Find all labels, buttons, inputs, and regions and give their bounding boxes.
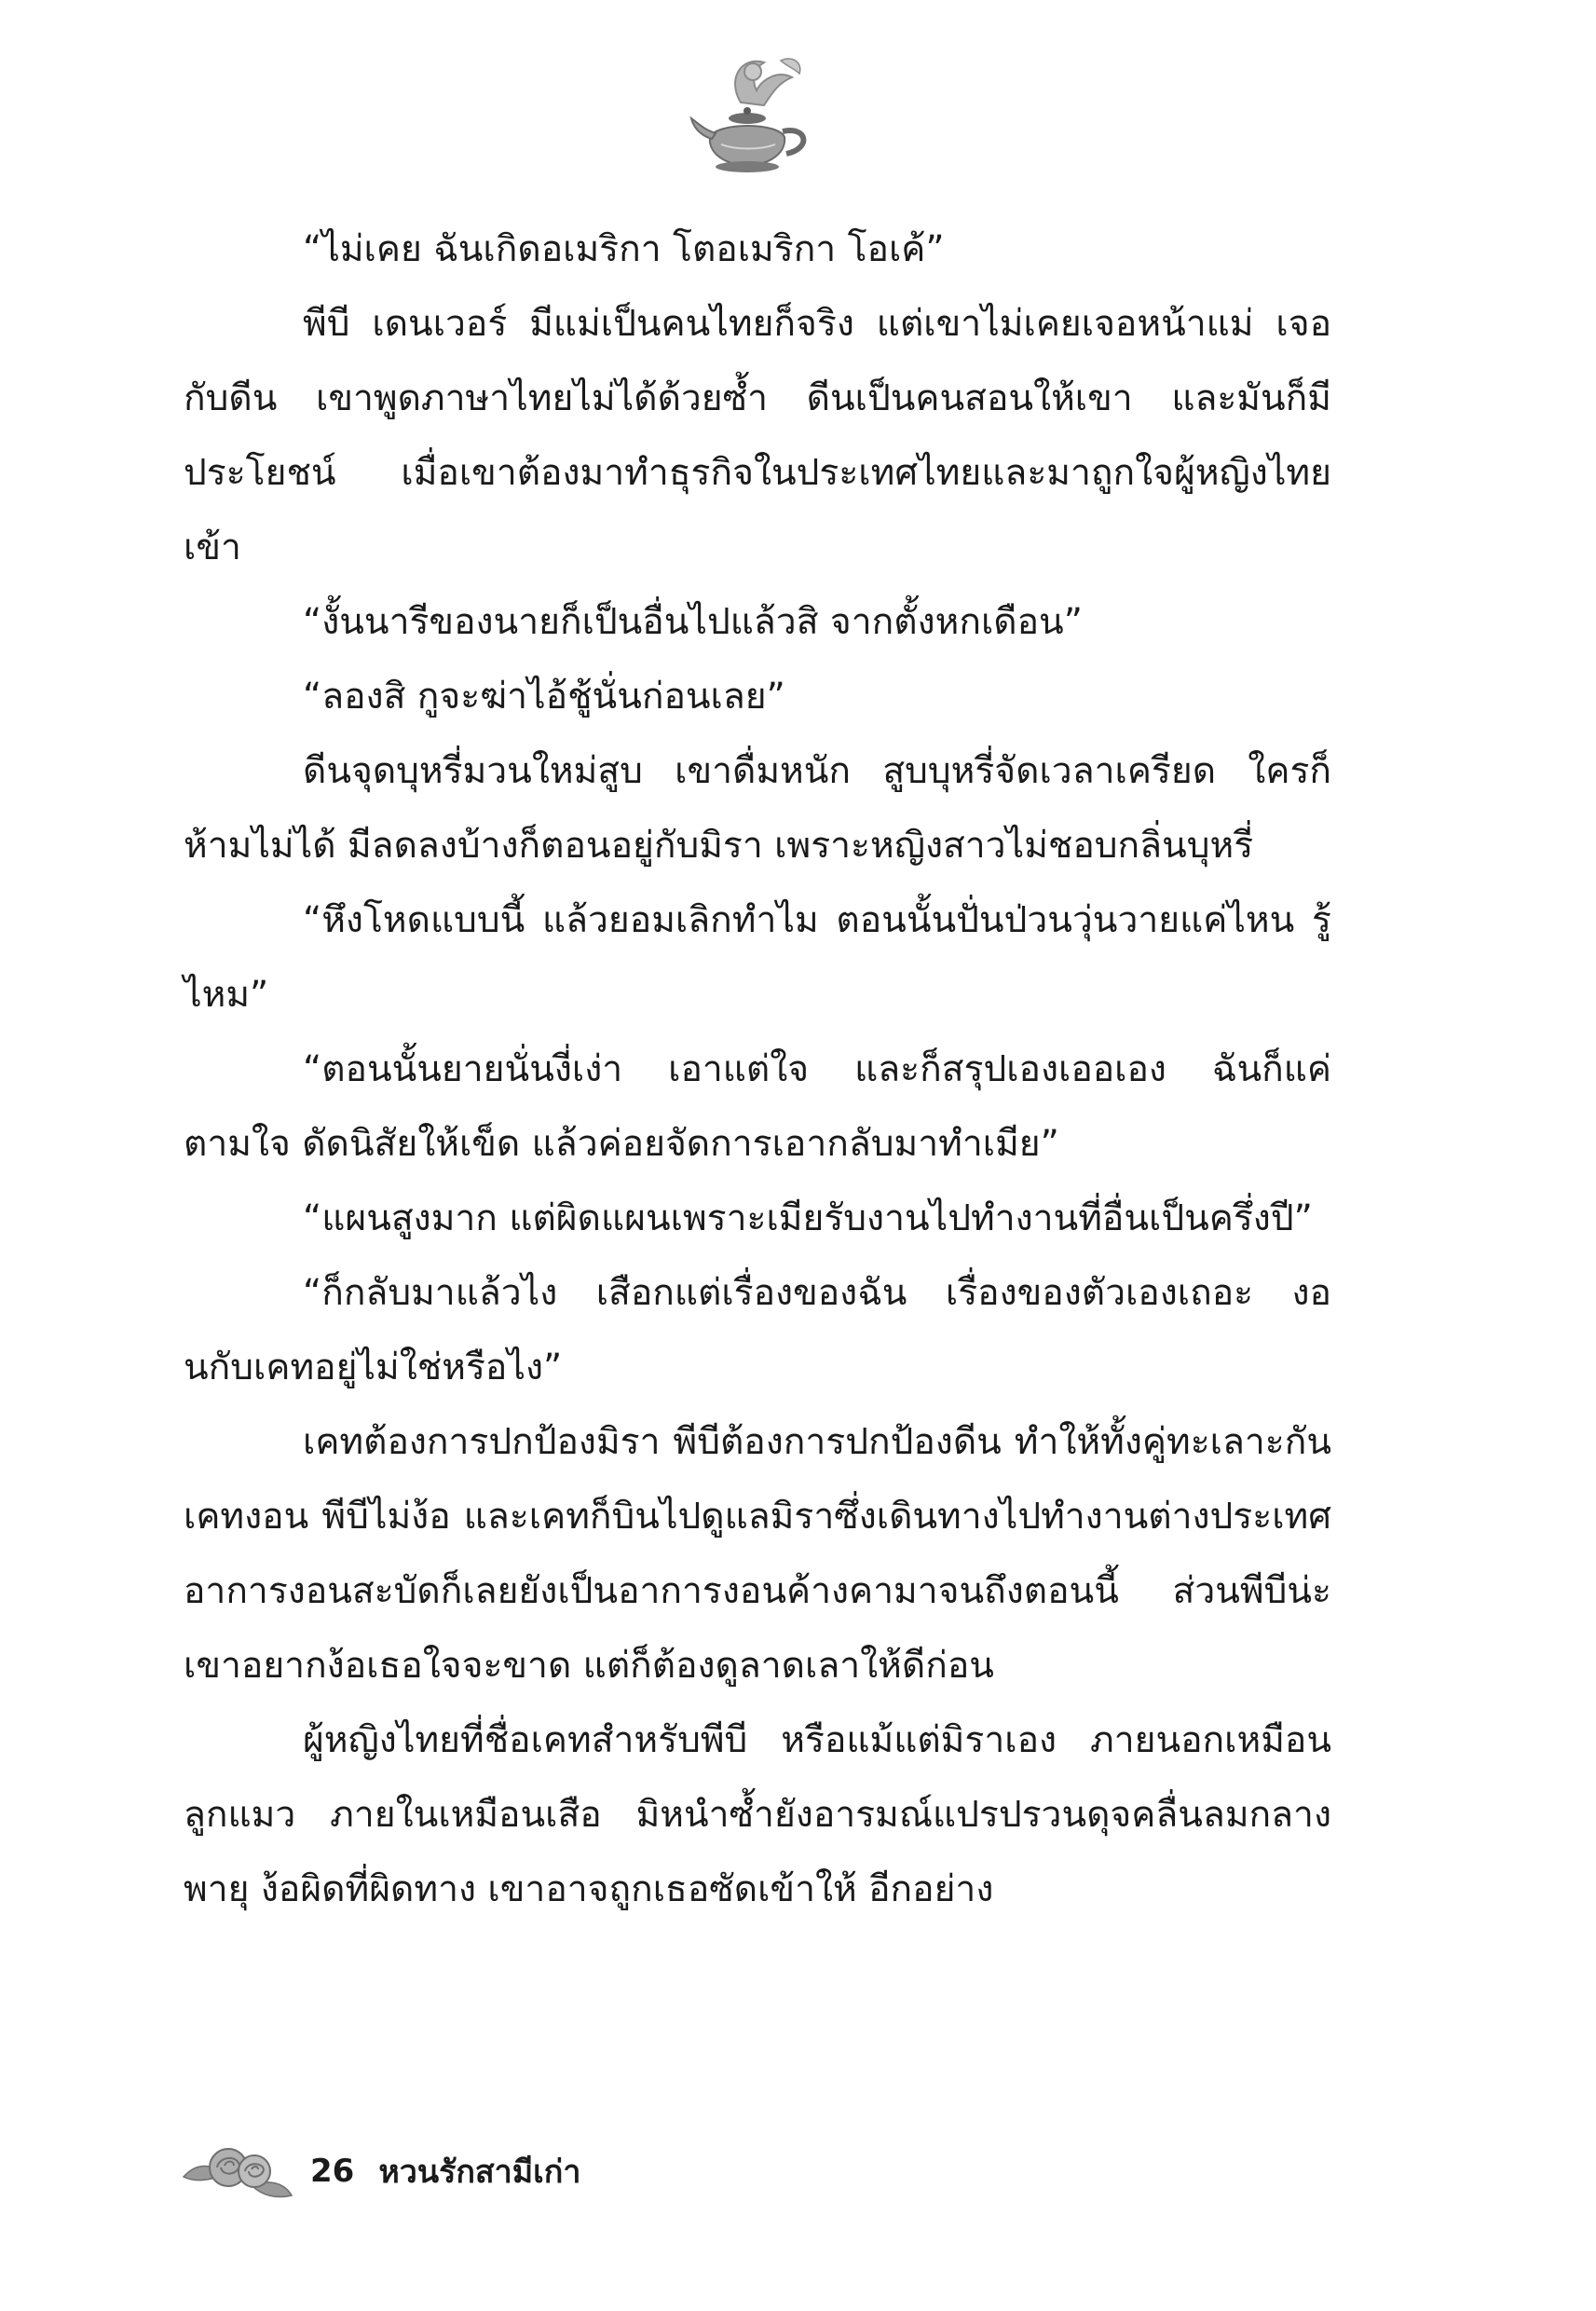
- book-title: หวนรักสามีเก่า: [378, 2154, 581, 2191]
- page-footer: [182, 2134, 580, 2208]
- paragraph: “งั้นนารีของนายก็เป็นอื่นไปแล้วสิ จากตั้งหกเดือน”: [303, 601, 1083, 643]
- paragraph: “ไม่เคย ฉันเกิดอเมริกา โตอเมริกา โอเค้”: [303, 228, 945, 270]
- page-number: 26: [310, 2153, 355, 2190]
- paragraph: “ก็กลับมาแล้วไง เสือกแต่เรื่องของฉัน เรื่องของตัวเองเถอะ งอนกับเคทอยู่ไม่ใช่หรือไง”: [184, 1272, 1331, 1388]
- paragraph: “แผนสูงมาก แต่ผิดแผนเพราะเมียรับงานไปทำงานที่อื่นเป็นครึ่งปี”: [303, 1197, 1313, 1239]
- rose-ornament-icon: [182, 2140, 293, 2203]
- paragraph: “ลองสิ กูจะฆ่าไอ้ชู้นั่นก่อนเลย”: [303, 676, 785, 718]
- paragraph: “หึงโหดแบบนี้ แล้วยอมเลิกทำไม ตอนนั้นปั่นป่วนวุ่นวายแค่ไหน รู้ไหม”: [184, 899, 1331, 1016]
- paragraph: ผู้หญิงไทยที่ชื่อเคทสำหรับพีบี หรือแม้แต่มิราเอง ภายนอกเหมือนลูกแมว ภายในเหมือนเสือ มิหนำซ้ำยังอารมณ์แปรปรวนดุจคลื่นลมกลางพายุ ง้อผิดที่ผิดทาง เขาอาจถูกเธอซัดเข้าให้ อีกอย่าง: [184, 1719, 1331, 1910]
- paragraph: เคทต้องการปกป้องมิรา พีบีต้องการปกป้องดีน ทำให้ทั้งคู่ทะเลาะกัน เคทงอน พีบีไม่ง้อ และเคทก็บินไปดูแลมิราซึ่งเดินทางไปทำงานต่างประเทศ อาการงอนสะบัดก็เลยยังเป็นอาการงอนค้างคามาจนถึงตอนนี้ ส่วนพีบีน่ะ เขาอยากง้อเธอใจจะขาด แต่ก็ต้องดูลาดเลาให้ดีก่อน: [184, 1421, 1331, 1687]
- paragraph: พีบี เดนเวอร์ มีแม่เป็นคนไทยก็จริง แต่เขาไม่เคยเจอหน้าแม่ เจอกับดีน เขาพูดภาษาไทยไม่ได้ด้วยซ้ำ ดีนเป็นคนสอนให้เขา และมันก็มีประโยชน์ เมื่อเขาต้องมาทำธุรกิจในประเทศไทยและมาถูกใจผู้หญิงไทยเข้า: [184, 303, 1331, 568]
- paragraph: “ตอนนั้นยายนั่นงี่เง่า เอาแต่ใจ และก็สรุปเองเออเอง ฉันก็แค่ตามใจ ดัดนิสัยให้เข็ด แล้วค่อยจัดการเอากลับมาทำเมีย”: [184, 1048, 1331, 1165]
- body-text: [184, 212, 1331, 1927]
- paragraph: ดีนจุดบุหรี่มวนใหม่สูบ เขาดื่มหนัก สูบบุหรี่จัดเวลาเครียด ใครก็ห้ามไม่ได้ มีลดลงบ้างก็ตอนอยู่กับมิรา เพราะหญิงสาวไม่ชอบกลิ่นบุหรี่: [184, 750, 1331, 867]
- teapot-cupid-ornament-icon: [689, 51, 820, 177]
